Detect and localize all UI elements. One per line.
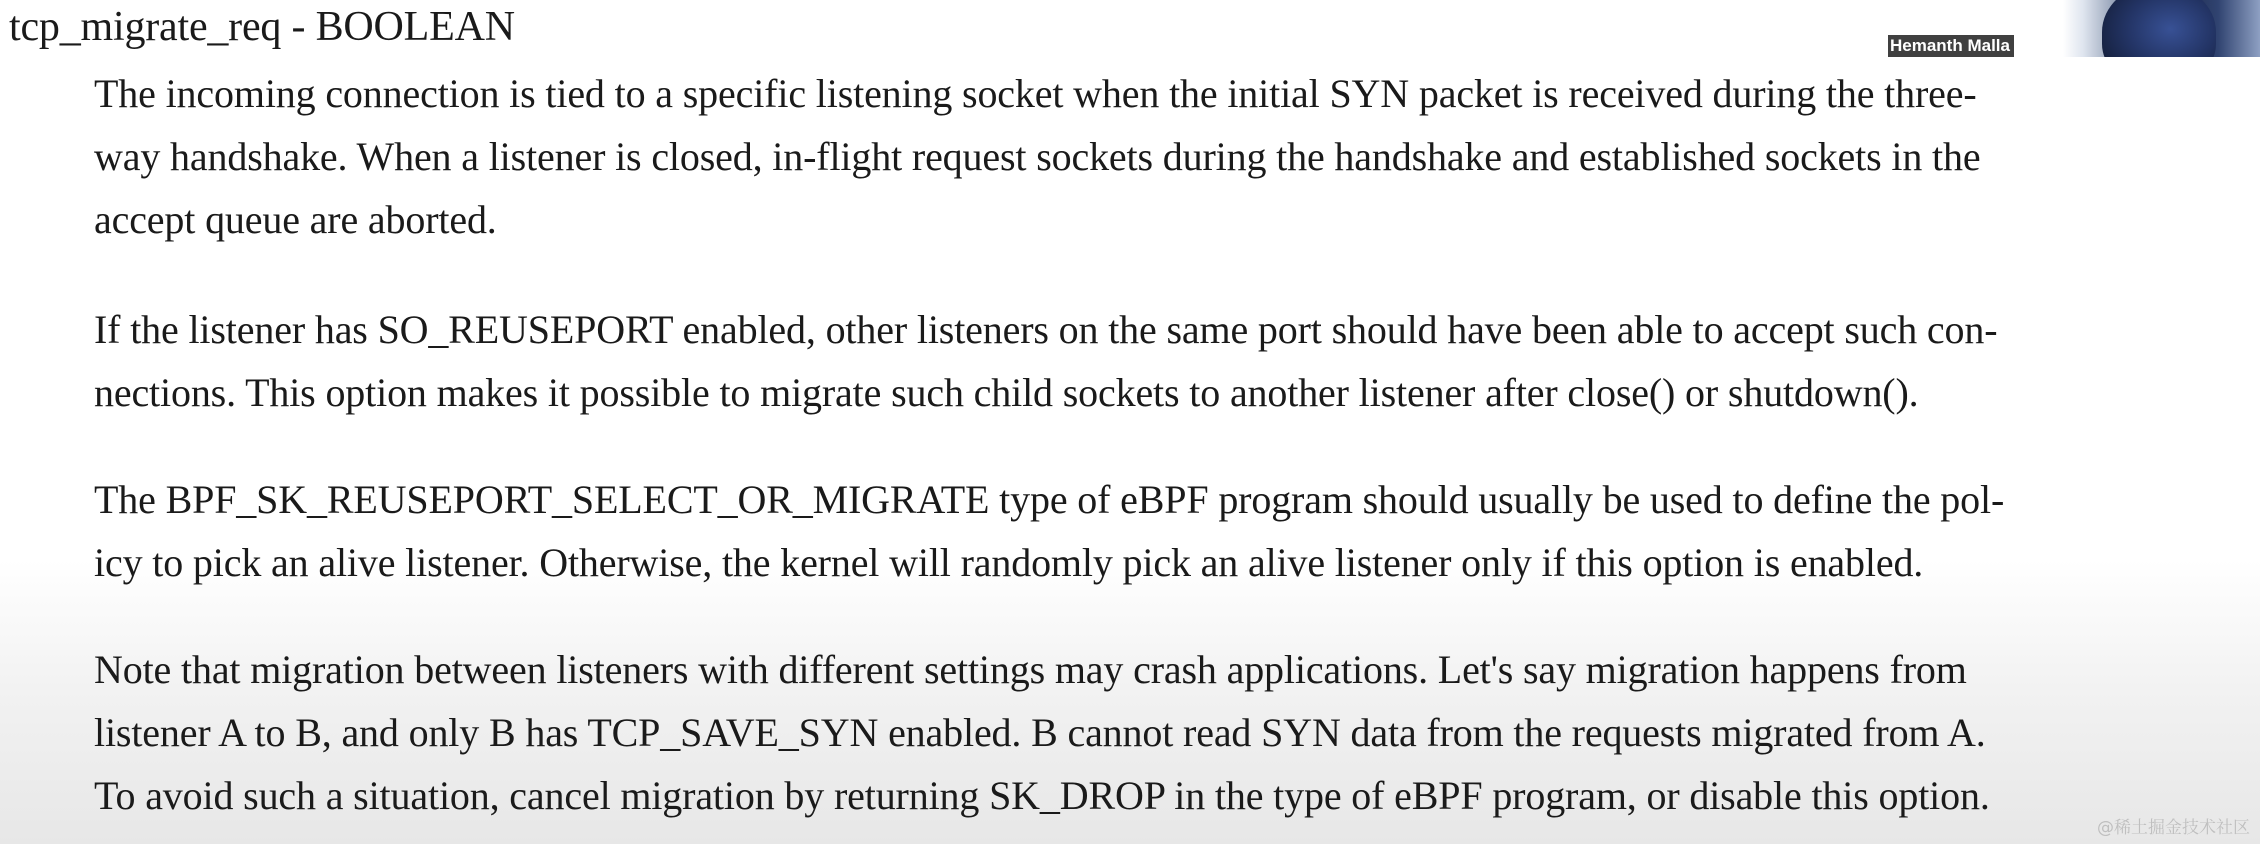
paragraph-3-line-1: The BPF_SK_REUSEPORT_SELECT_OR_MIGRATE type of eBPF program should usually be used to define the pol-: [94, 477, 2005, 522]
paragraph-1-line-2: way handshake. When a listener is closed, in-flight request sockets during the handshake and established sockets in the: [94, 134, 1981, 179]
paragraph-4: [94, 638, 2244, 827]
paragraph-1-line-1: The incoming connection is tied to a specific listening socket when the initial SYN packet is received during the three-: [94, 71, 1977, 116]
paragraph-2-line-1: If the listener has SO_REUSEPORT enabled, other listeners on the same port should have been able to accept such con-: [94, 307, 1998, 352]
paragraph-1-line-3: accept queue are aborted.: [94, 197, 497, 242]
paragraph-2-line-2: nections. This option makes it possible to migrate such child sockets to another listener after close() or shutdown().: [94, 370, 1919, 415]
paragraph-4-line-3: To avoid such a situation, cancel migration by returning SK_DROP in the type of eBPF program, or disable this option.: [94, 773, 1990, 818]
speaker-video-feed: [2102, 0, 2216, 57]
speaker-name-label: Hemanth Malla: [1888, 35, 2014, 57]
paragraph-4-line-1: Note that migration between listeners with different settings may crash applications. Let's say migration happens from: [94, 647, 1967, 692]
speaker-video-thumbnail: [1888, 0, 2260, 57]
paragraph-3: [94, 468, 2244, 594]
paragraph-4-line-2: listener A to B, and only B has TCP_SAVE_SYN enabled. B cannot read SYN data from the requests migrated from A.: [94, 710, 1986, 755]
paragraph-1: [94, 62, 2244, 251]
paragraph-3-line-2: icy to pick an alive listener. Otherwise, the kernel will randomly pick an alive listener only if this option is enabled.: [94, 540, 1924, 585]
watermark: @稀土掘金技术社区: [2097, 818, 2250, 838]
document-body: [94, 62, 2244, 827]
paragraph-2: [94, 298, 2244, 424]
document-heading: tcp_migrate_req - BOOLEAN: [9, 4, 515, 50]
